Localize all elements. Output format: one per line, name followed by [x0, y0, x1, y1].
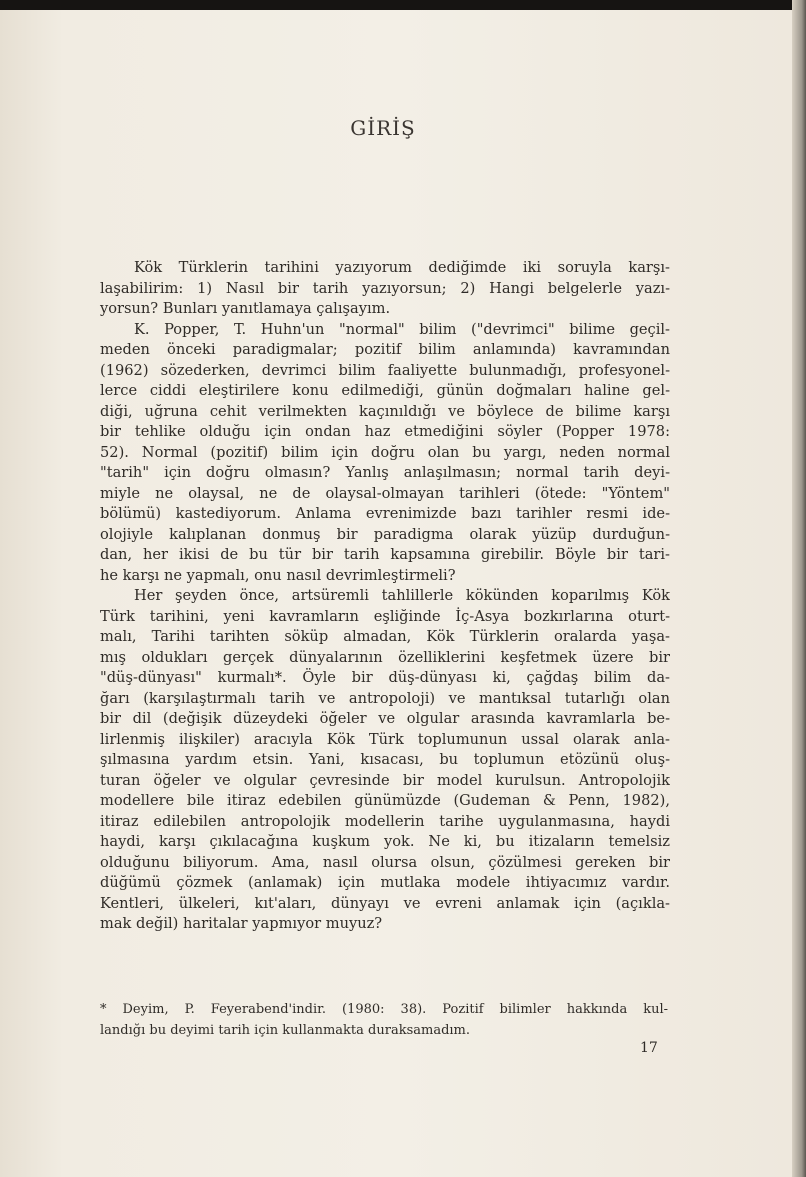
body-text — [100, 258, 670, 935]
text-line: 52). Normal (pozitif) bilim için doğru olan bu yargı, neden normal — [100, 443, 670, 461]
text-line: lerce ciddi eleştirilere konu edilmediği, günün doğmaları haline gel- — [100, 382, 670, 399]
footnote-line: * Deyim, P. Feyerabend'indir. (1980: 38). Pozitif bilimler hakkında kul- — [100, 1002, 668, 1017]
scan-top-border — [0, 0, 806, 10]
text-line: "tarih" için doğru olmasın? Yanlış anlaşılmasın; normal tarih deyi- — [100, 464, 670, 481]
text-line: "düş-dünyası" kurmalı*. Öyle bir düş-dünyası ki, çağdaş bilim da- — [100, 669, 670, 686]
page-number: 17 — [640, 1040, 658, 1056]
text-line: (1962) sözederken, devrimci bilim faaliyette bulunmadığı, profesyonel- — [100, 361, 670, 379]
text-line: mak değil) haritalar yapmıyor muyuz? — [100, 915, 383, 932]
text-line: Kök Türklerin tarihini yazıyorum dediğimde iki soruyla karşı- — [134, 259, 670, 276]
text-line: olduğunu biliyorum. Ama, nasıl olursa olsun, çözülmesi gereken bir — [100, 853, 670, 871]
text-line: yorsun? Bunları yanıtlamaya çalışayım. — [100, 300, 391, 317]
chapter-title: GİRİŞ — [350, 116, 416, 140]
footnote-line: landığı bu deyimi tarih için kullanmakta duraksamadım. — [100, 1022, 471, 1038]
text-line: bir dil (değişik düzeydeki öğeler ve olgular arasında kavramlarla be- — [100, 710, 670, 727]
text-line: düğümü çözmek (anlamak) için mutlaka modele ihtiyacımız vardır. — [100, 874, 670, 891]
footnote — [100, 1000, 668, 1040]
text-line: bölümü) kastediyorum. Anlama evrenimizde bazı tarihler resmi ide- — [100, 505, 670, 522]
text-line: ğarı (karşılaştırmalı tarih ve antropoloji) ve mantıksal tutarlığı olan — [100, 689, 670, 707]
text-line: bir tehlike olduğu için ondan haz etmediğini söyler (Popper 1978: — [100, 423, 670, 440]
text-line: K. Popper, T. Huhn'un "normal" bilim ("devrimci" bilime geçil- — [134, 320, 670, 338]
text-line: haydi, karşı çıkılacağına kuşkum yok. Ne ki, bu itizaların temelsiz — [100, 833, 670, 850]
text-line: dan, her ikisi de bu tür bir tarih kapsamına girebilir. Böyle bir tari- — [100, 546, 670, 563]
text-line: olojiyle kalıplanan donmuş bir paradigma olarak yüzüp durduğun- — [100, 525, 670, 543]
text-line: itiraz edilebilen antropolojik modellerin tarihe uygulanmasına, haydi — [100, 812, 670, 830]
text-line: Her şeyden önce, artsüremli tahlillerle kökünden koparılmış Kök — [134, 587, 670, 604]
text-line: mış oldukları gerçek dünyalarının özelliklerini keşfetmek üzere bir — [100, 648, 670, 666]
book-spine-edge — [792, 0, 806, 1177]
text-line: turan öğeler ve olgular çevresinde bir model kurulsun. Antropolojik — [100, 771, 670, 789]
text-line: miyle ne olaysal, ne de olaysal-olmayan tarihleri (ötede: "Yöntem" — [100, 484, 670, 502]
text-line: lirlenmiş ilişkiler) aracıyla Kök Türk toplumunun ussal olarak anla- — [100, 730, 670, 748]
text-line: modellere bile itiraz edebilen günümüzde (Gudeman & Penn, 1982), — [100, 792, 670, 809]
text-line: he karşı ne yapmalı, onu nasıl devrimleştirmeli? — [100, 566, 456, 584]
text-line: Kentleri, ülkeleri, kıt'aları, dünyayı ve evreni anlamak için (açıkla- — [100, 894, 670, 912]
text-line: Türk tarihini, yeni kavramların eşliğinde İç-Asya bozkırlarına oturt- — [100, 607, 670, 625]
text-line: diği, uğruna cehit verilmekten kaçınıldığı ve böylece de bilime karşı — [100, 402, 670, 420]
text-line: meden önceki paradigmalar; pozitif bilim anlamında) kavramından — [100, 341, 670, 358]
text-line: malı, Tarihi tarihten söküp almadan, Kök Türklerin oralarda yaşa- — [100, 628, 670, 645]
text-line: şılmasına yardım etsin. Yani, kısacası, bu toplumun etözünü oluş- — [100, 751, 670, 768]
text-line: laşabilirim: 1) Nasıl bir tarih yazıyorsun; 2) Hangi belgelerle yazı- — [100, 279, 670, 297]
